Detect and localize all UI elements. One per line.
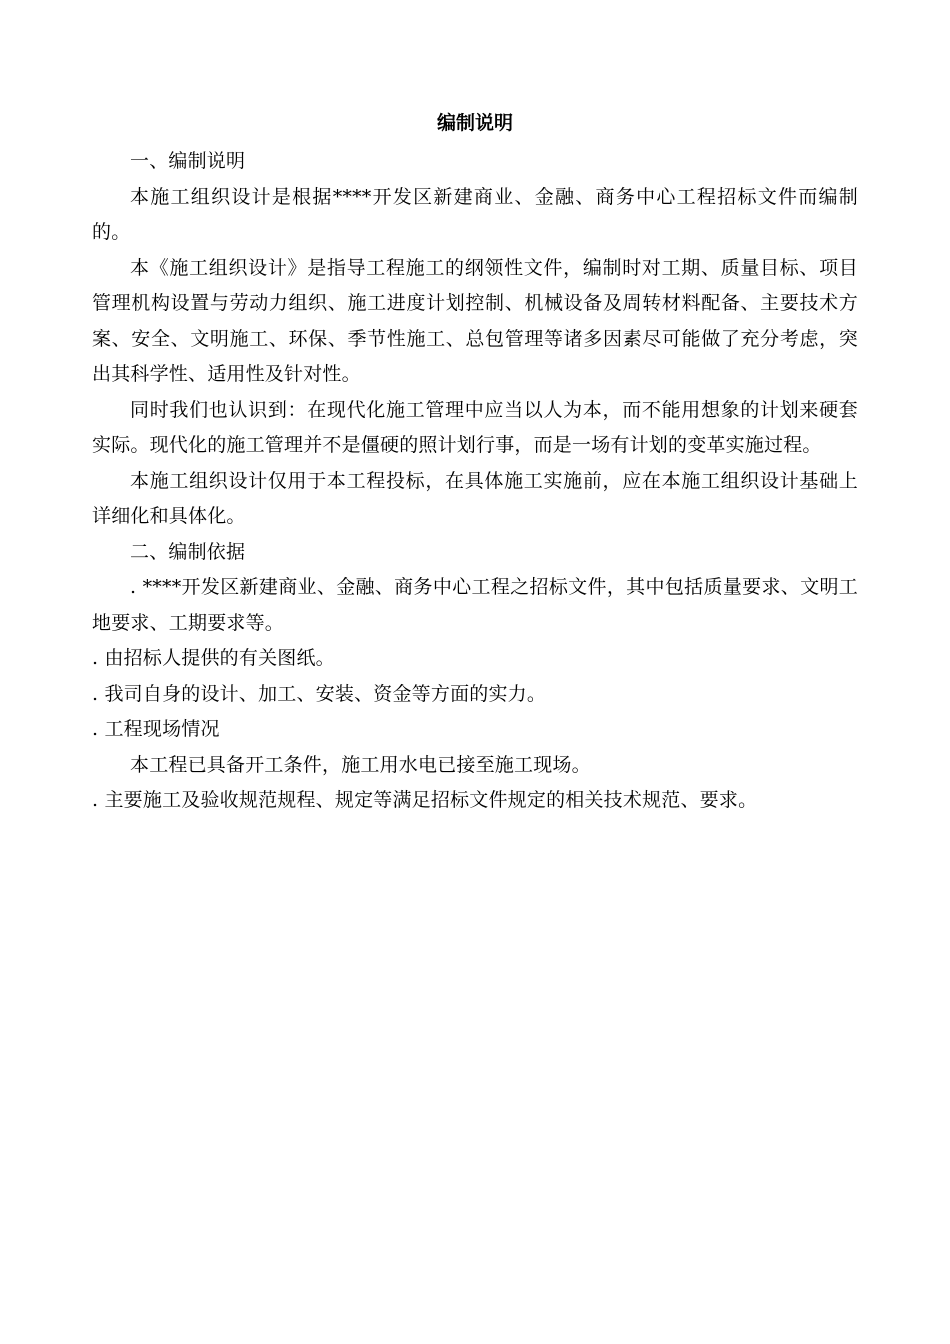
document-page: [92, 108, 858, 819]
list-item-capability: . 我司自身的设计、加工、安装、资金等方面的实力。: [92, 682, 547, 705]
list-item-specifications: . 主要施工及验收规范规程、规定等满足招标文件规定的相关技术规范、要求。: [92, 789, 758, 811]
paragraph-site-ready: 本工程已具备开工条件，施工用水电已接至施工现场。: [130, 753, 591, 776]
section-heading-1: 一、编制说明: [130, 150, 246, 172]
paragraph-management: 同时我们也认识到：在现代化施工管理中应当以人为本，而不能用想象的计划来硬套实际。现代化的施工管理并不是僵硬的照计划行事，而是一场有计划的变革实施过程。: [92, 398, 858, 456]
paragraph-guidance: 本《施工组织设计》是指导工程施工的纲领性文件，编制时对工期、质量目标、项目管理机构设置与劳动力组织、施工进度计划控制、机械设备及周转材料配备、主要技术方案、安全、文明施工、环保、季节性施工、总包管理等诸多因素尽可能做了充分考虑，突出其科学性、适用性及针对性。: [92, 256, 858, 385]
list-item-tender-docs: . ****开发区新建商业、金融、商务中心工程之招标文件，其中包括质量要求、文明工地要求、工期要求等。: [92, 576, 858, 634]
paragraph-basis: 本施工组织设计是根据****开发区新建商业、金融、商务中心工程招标文件而编制的。: [92, 185, 858, 243]
section-heading-2: 二、编制依据: [130, 540, 246, 563]
paragraph-scope: 本施工组织设计仅用于本工程投标，在具体施工实施前，应在本施工组织设计基础上详细化和具体化。: [92, 469, 858, 527]
list-item-drawings: . 由招标人提供的有关图纸。: [92, 647, 335, 669]
list-item-site-conditions: . 工程现场情况: [92, 718, 220, 740]
document-title: 编制说明: [436, 112, 513, 134]
